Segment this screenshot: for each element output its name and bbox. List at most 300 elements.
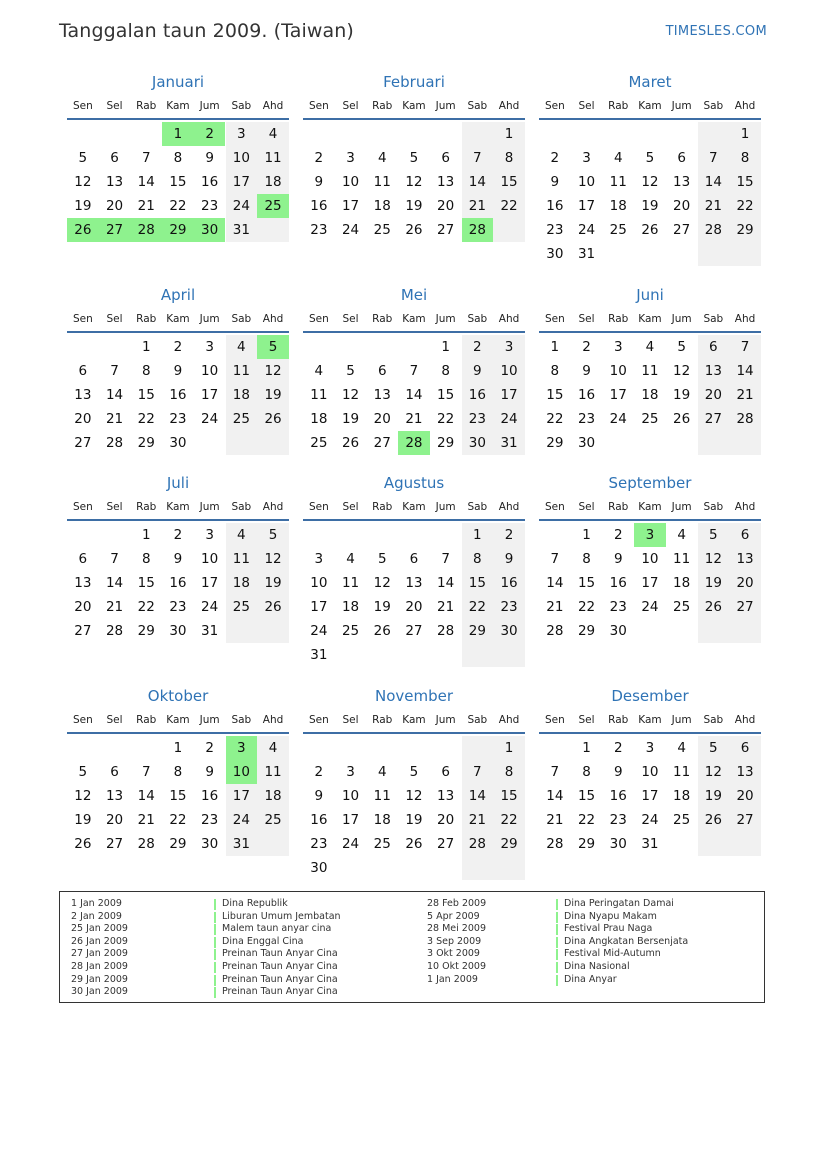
- calendar-blank: [493, 856, 525, 880]
- weekday-header: Kam: [638, 501, 662, 513]
- calendar-day: 22: [169, 198, 187, 214]
- legend-holiday-name: Festival Prau Naga: [564, 923, 653, 935]
- calendar-day: 10: [341, 788, 360, 804]
- calendar-day: 3: [314, 551, 324, 567]
- calendar-day: 19: [257, 383, 289, 407]
- calendar-day: 14: [546, 575, 564, 591]
- legend-holiday-marker: [556, 962, 558, 973]
- calendar-day: 30: [577, 435, 596, 451]
- calendar-blank: [462, 643, 494, 667]
- calendar-day: 14: [462, 784, 494, 808]
- calendar-day: 17: [493, 383, 525, 407]
- calendar-day: 5: [698, 736, 730, 760]
- calendar-day: 21: [546, 599, 564, 615]
- calendar-day: 9: [314, 174, 324, 190]
- calendar-day: 29: [137, 623, 155, 639]
- calendar-day: 11: [257, 146, 289, 170]
- weekday-header: Jum: [435, 100, 456, 112]
- calendar-day: 2: [194, 122, 226, 146]
- calendar-day: 3: [582, 150, 591, 166]
- calendar-day: 19: [74, 198, 92, 214]
- weekday-header: Sel: [106, 100, 123, 112]
- calendar-day: 10: [226, 760, 258, 784]
- calendar-day: 25: [673, 812, 691, 828]
- weekday-header: Ahd: [734, 100, 756, 112]
- legend-holiday-name: Dina Anyar: [564, 973, 617, 985]
- calendar-day: 18: [226, 571, 258, 595]
- month-februari: [303, 72, 525, 288]
- calendar-day: 11: [673, 764, 691, 780]
- calendar-day: 2: [173, 527, 183, 543]
- calendar-day: 9: [550, 174, 560, 190]
- weekday-header: Jum: [199, 100, 220, 112]
- month-divider: [303, 519, 525, 521]
- calendar-day: 8: [462, 547, 494, 571]
- calendar-day: 1: [462, 523, 494, 547]
- calendar-day: 12: [405, 788, 423, 804]
- calendar-day: 10: [577, 174, 596, 190]
- weekday-header: Rab: [608, 313, 629, 325]
- calendar-day: 28: [546, 836, 564, 852]
- calendar-day: 15: [137, 575, 155, 591]
- calendar-day: 19: [698, 784, 730, 808]
- weekday-header: Jum: [199, 501, 220, 513]
- brand-link[interactable]: TIMESLES.COM: [665, 24, 767, 39]
- calendar-day: 17: [201, 387, 219, 403]
- calendar-day: 16: [310, 198, 328, 214]
- calendar-day: 23: [493, 595, 525, 619]
- weekday-header: Sen: [308, 100, 329, 112]
- calendar-day: 29: [169, 836, 187, 852]
- calendar-day: 11: [226, 547, 258, 571]
- calendar-day: 5: [257, 523, 289, 547]
- calendar-day: 23: [546, 222, 564, 238]
- calendar-day: 1: [141, 527, 151, 543]
- calendar-day: 10: [201, 363, 219, 379]
- calendar-day: 20: [105, 198, 124, 214]
- weekday-header: Jum: [199, 313, 220, 325]
- calendar-day: 7: [110, 551, 119, 567]
- calendar-day: 27: [437, 222, 455, 238]
- calendar-day: 7: [141, 150, 151, 166]
- month-mei: [303, 285, 525, 501]
- calendar-day: 21: [405, 411, 423, 427]
- legend-holiday-name: Preinan Taun Anyar Cina: [222, 948, 338, 960]
- calendar-day: 28: [398, 431, 430, 455]
- legend-holiday-name: Dina Nyapu Makam: [564, 910, 657, 922]
- calendar-blank: [729, 832, 761, 856]
- month-divider: [539, 118, 761, 120]
- legend-holiday-name: Festival Mid-Autumn: [564, 948, 661, 960]
- calendar-day: 26: [405, 222, 423, 238]
- weekday-header: Ahd: [734, 714, 756, 726]
- calendar-day: 28: [462, 218, 494, 242]
- calendar-day: 23: [169, 411, 187, 427]
- calendar-day: 13: [673, 174, 691, 190]
- calendar-day: 8: [141, 363, 151, 379]
- month-name: Januari: [151, 73, 205, 91]
- calendar-day: 23: [310, 836, 328, 852]
- weekday-header: Rab: [136, 714, 157, 726]
- weekday-header: Rab: [372, 501, 393, 513]
- calendar-day: 31: [201, 623, 219, 639]
- calendar-day: 14: [105, 387, 124, 403]
- calendar-day: 8: [493, 146, 525, 170]
- month-name: November: [374, 687, 454, 705]
- month-agustus: [303, 473, 525, 689]
- calendar-day: 15: [546, 387, 564, 403]
- weekday-header: Kam: [402, 313, 426, 325]
- legend-date: 29 Jan 2009: [71, 973, 128, 985]
- legend-holiday-marker: [214, 987, 216, 998]
- calendar-day: 5: [645, 150, 655, 166]
- weekday-header: Sel: [106, 714, 123, 726]
- weekday-header: Sel: [106, 313, 123, 325]
- calendar-day: 16: [609, 788, 627, 804]
- calendar-day: 18: [641, 387, 659, 403]
- calendar-day: 7: [462, 760, 494, 784]
- calendar-day: 22: [577, 812, 596, 828]
- month-oktober: [67, 686, 289, 902]
- weekday-header: Sen: [544, 714, 565, 726]
- calendar-day: 4: [645, 339, 655, 355]
- month-divider: [303, 732, 525, 734]
- calendar-day: 17: [226, 170, 258, 194]
- calendar-day: 26: [341, 435, 360, 451]
- calendar-day: 19: [641, 198, 659, 214]
- calendar-day: 6: [78, 551, 88, 567]
- month-desember: [539, 686, 761, 902]
- weekday-header: Jum: [671, 313, 692, 325]
- month-januari: [67, 72, 289, 288]
- weekday-header: Sen: [72, 501, 93, 513]
- calendar-day: 18: [257, 784, 289, 808]
- month-juli: [67, 473, 289, 689]
- calendar-day: 10: [641, 551, 659, 567]
- weekday-header: Ahd: [262, 313, 284, 325]
- weekday-header: Rab: [372, 714, 393, 726]
- month-name: September: [608, 474, 692, 492]
- calendar-day: 27: [405, 623, 423, 639]
- weekday-header: Kam: [166, 501, 190, 513]
- calendar-day: 9: [493, 547, 525, 571]
- calendar-day: 24: [201, 411, 219, 427]
- calendar-day: 20: [673, 198, 691, 214]
- calendar-day: 22: [137, 411, 155, 427]
- calendar-day: 4: [226, 523, 258, 547]
- calendar-day: 3: [226, 122, 258, 146]
- calendar-day: 11: [673, 551, 691, 567]
- weekday-header: Ahd: [498, 501, 520, 513]
- calendar-day: 26: [698, 808, 730, 832]
- calendar-blank: [462, 122, 494, 146]
- legend-holiday-name: Preinan Taun Anyar Cina: [222, 986, 338, 998]
- calendar-day: 22: [729, 194, 761, 218]
- calendar-day: 30: [493, 619, 525, 643]
- legend-date: 1 Jan 2009: [427, 973, 478, 985]
- weekday-header: Sel: [342, 313, 359, 325]
- legend-holiday-marker: [556, 975, 558, 986]
- weekday-header: Jum: [435, 313, 456, 325]
- calendar-day: 21: [698, 194, 730, 218]
- calendar-day: 22: [437, 411, 455, 427]
- calendar-day: 17: [341, 812, 360, 828]
- calendar-day: 9: [173, 551, 183, 567]
- month-divider: [67, 118, 289, 120]
- calendar-day: 11: [641, 363, 659, 379]
- calendar-day: 14: [437, 575, 455, 591]
- calendar-day: 31: [641, 836, 659, 852]
- calendar-day: 26: [373, 623, 391, 639]
- calendar-blank: [226, 431, 258, 455]
- calendar-blank: [729, 431, 761, 455]
- calendar-day: 31: [577, 246, 596, 262]
- calendar-day: 18: [609, 198, 627, 214]
- calendar-day: 2: [462, 335, 494, 359]
- legend-date: 28 Jan 2009: [71, 961, 128, 972]
- calendar-day: 30: [201, 836, 219, 852]
- calendar-day: 28: [729, 407, 761, 431]
- calendar-day: 21: [546, 812, 564, 828]
- calendar-day: 12: [641, 174, 659, 190]
- calendar-day: 18: [673, 788, 691, 804]
- month-name: Juli: [166, 474, 190, 492]
- weekday-header: Sel: [578, 501, 595, 513]
- calendar-day: 5: [677, 339, 686, 355]
- calendar-day: 13: [105, 174, 124, 190]
- calendar-blank: [257, 619, 289, 643]
- calendar-day: 24: [609, 411, 627, 427]
- calendar-day: 4: [613, 150, 623, 166]
- calendar-day: 26: [698, 595, 730, 619]
- calendar-day: 20: [698, 383, 730, 407]
- calendar-day: 1: [582, 740, 591, 756]
- legend-date: 2 Jan 2009: [71, 910, 122, 922]
- calendar-day: 24: [201, 599, 219, 615]
- calendar-day: 15: [493, 784, 525, 808]
- calendar-day: 22: [169, 812, 187, 828]
- weekday-header: Sab: [231, 313, 252, 325]
- calendar-day: 1: [493, 122, 525, 146]
- calendar-day: 23: [609, 812, 627, 828]
- calendar-day: 5: [377, 551, 387, 567]
- calendar-day: 23: [609, 599, 627, 615]
- calendar-day: 28: [105, 623, 124, 639]
- legend-date: 10 Okt 2009: [427, 961, 487, 972]
- month-divider: [539, 519, 761, 521]
- calendar-day: 5: [698, 523, 730, 547]
- calendar-day: 10: [341, 174, 360, 190]
- month-name: April: [160, 286, 196, 304]
- calendar-day: 25: [257, 808, 289, 832]
- weekday-header: Ahd: [262, 714, 284, 726]
- calendar-day: 26: [74, 836, 92, 852]
- legend-date: 30 Jan 2009: [71, 986, 128, 998]
- weekday-header: Kam: [638, 100, 662, 112]
- weekday-header: Kam: [638, 714, 662, 726]
- calendar-day: 27: [698, 407, 730, 431]
- calendar-blank: [698, 431, 730, 455]
- calendar-day: 29: [546, 435, 564, 451]
- calendar-day: 12: [698, 547, 730, 571]
- weekday-header: Ahd: [498, 714, 520, 726]
- calendar-blank: [698, 832, 730, 856]
- calendar-day: 26: [67, 218, 99, 242]
- calendar-day: 24: [641, 599, 659, 615]
- calendar-day: 3: [205, 527, 214, 543]
- calendar-day: 9: [205, 764, 214, 780]
- weekday-header: Rab: [608, 100, 629, 112]
- calendar-day: 22: [577, 599, 596, 615]
- calendar-day: 1: [141, 339, 151, 355]
- legend-holiday-marker: [556, 924, 558, 935]
- legend-date: 27 Jan 2009: [71, 948, 128, 960]
- calendar-day: 31: [310, 647, 328, 663]
- calendar-day: 12: [74, 788, 92, 804]
- calendar-day: 3: [346, 150, 355, 166]
- weekday-header: Sen: [308, 501, 329, 513]
- calendar-day: 12: [373, 575, 391, 591]
- weekday-header: Kam: [166, 100, 190, 112]
- calendar-day: 8: [729, 146, 761, 170]
- calendar-day: 11: [310, 387, 328, 403]
- calendar-blank: [493, 643, 525, 667]
- calendar-day: 13: [729, 547, 761, 571]
- calendar-day: 4: [226, 335, 258, 359]
- weekday-header: Sab: [467, 313, 488, 325]
- calendar-day: 24: [577, 222, 596, 238]
- calendar-day: 24: [641, 812, 659, 828]
- legend-holiday-name: Malem taun anyar cina: [222, 923, 332, 935]
- calendar-day: 6: [409, 551, 419, 567]
- weekday-header: Jum: [435, 501, 456, 513]
- legend-holiday-name: Preinan Taun Anyar Cina: [222, 961, 338, 972]
- calendar-blank: [729, 619, 761, 643]
- calendar-day: 20: [105, 812, 124, 828]
- calendar-day: 22: [493, 194, 525, 218]
- calendar-day: 16: [577, 387, 596, 403]
- calendar-day: 1: [582, 527, 591, 543]
- calendar-day: 13: [698, 359, 730, 383]
- legend-date: 3 Okt 2009: [427, 948, 480, 960]
- calendar-day: 14: [462, 170, 494, 194]
- month-november: [303, 686, 525, 902]
- calendar-day: 20: [729, 784, 761, 808]
- calendar-day: 15: [493, 170, 525, 194]
- legend-date: 28 Mei 2009: [427, 923, 486, 935]
- calendar-day: 18: [373, 812, 391, 828]
- calendar-day: 5: [409, 150, 419, 166]
- calendar-day: 20: [437, 198, 455, 214]
- calendar-day: 6: [377, 363, 387, 379]
- calendar-day: 8: [582, 764, 591, 780]
- calendar-day: 13: [105, 788, 124, 804]
- calendar-day: 5: [409, 764, 419, 780]
- calendar-day: 7: [698, 146, 730, 170]
- calendar-day: 16: [493, 571, 525, 595]
- calendar-day: 8: [550, 363, 560, 379]
- calendar-day: 24: [493, 407, 525, 431]
- weekday-header: Sen: [72, 100, 93, 112]
- calendar-day: 10: [493, 359, 525, 383]
- calendar-day: 28: [137, 836, 155, 852]
- weekday-header: Kam: [166, 313, 190, 325]
- calendar-day: 15: [169, 174, 187, 190]
- calendar-day: 25: [373, 222, 391, 238]
- calendar-day: 10: [609, 363, 627, 379]
- calendar-day: 27: [74, 623, 92, 639]
- weekday-header: Sen: [308, 313, 329, 325]
- calendar-day: 12: [341, 387, 360, 403]
- calendar-day: 29: [577, 836, 596, 852]
- calendar-day: 22: [546, 411, 564, 427]
- calendar-day: 17: [341, 198, 360, 214]
- calendar-day: 26: [257, 407, 289, 431]
- calendar-day: 28: [546, 623, 564, 639]
- weekday-header: Sel: [342, 100, 359, 112]
- month-name: Desember: [611, 687, 689, 705]
- calendar-day: 29: [162, 218, 194, 242]
- month-april: [67, 285, 289, 501]
- calendar-day: 19: [698, 571, 730, 595]
- weekday-header: Sab: [467, 714, 488, 726]
- calendar-day: 24: [341, 222, 360, 238]
- calendar-day: 14: [105, 575, 124, 591]
- legend-holiday-name: Dina Angkatan Bersenjata: [564, 935, 689, 947]
- weekday-header: Rab: [136, 501, 157, 513]
- calendar-day: 30: [462, 431, 494, 455]
- calendar-day: 18: [373, 198, 391, 214]
- month-name: Maret: [628, 73, 672, 91]
- calendar-blank: [698, 122, 730, 146]
- calendar-day: 1: [441, 339, 450, 355]
- weekday-header: Sen: [308, 714, 329, 726]
- calendar-day: 30: [546, 246, 564, 262]
- calendar-day: 20: [74, 599, 92, 615]
- calendar-day: 30: [310, 860, 328, 876]
- month-divider: [539, 331, 761, 333]
- calendar-day: 13: [74, 575, 92, 591]
- weekday-header: Rab: [372, 100, 393, 112]
- calendar-day: 20: [74, 411, 92, 427]
- calendar-day: 14: [698, 170, 730, 194]
- calendar-day: 16: [609, 575, 627, 591]
- calendar-day: 28: [130, 218, 162, 242]
- calendar-day: 13: [405, 575, 423, 591]
- calendar-day: 10: [310, 575, 328, 591]
- calendar-day: 6: [78, 363, 88, 379]
- calendar-day: 25: [310, 435, 328, 451]
- calendar-day: 21: [105, 411, 124, 427]
- month-divider: [303, 118, 525, 120]
- calendar-day: 29: [462, 619, 494, 643]
- weekday-header: Ahd: [262, 100, 284, 112]
- calendar-day: 4: [257, 122, 289, 146]
- weekday-header: Kam: [638, 313, 662, 325]
- legend-holiday-name: Dina Republik: [222, 898, 288, 909]
- calendar-day: 12: [405, 174, 423, 190]
- calendar-day: 16: [462, 383, 494, 407]
- calendar-day: 4: [677, 527, 686, 543]
- legend-holiday-name: Liburan Umum Jembatan: [222, 910, 341, 922]
- calendar-blank: [698, 619, 730, 643]
- legend-holiday-marker: [214, 949, 216, 960]
- weekday-header: Rab: [608, 501, 629, 513]
- calendar-day: 18: [257, 170, 289, 194]
- weekday-header: Sab: [231, 100, 252, 112]
- calendar-day: 24: [341, 836, 360, 852]
- calendar-day: 31: [226, 218, 258, 242]
